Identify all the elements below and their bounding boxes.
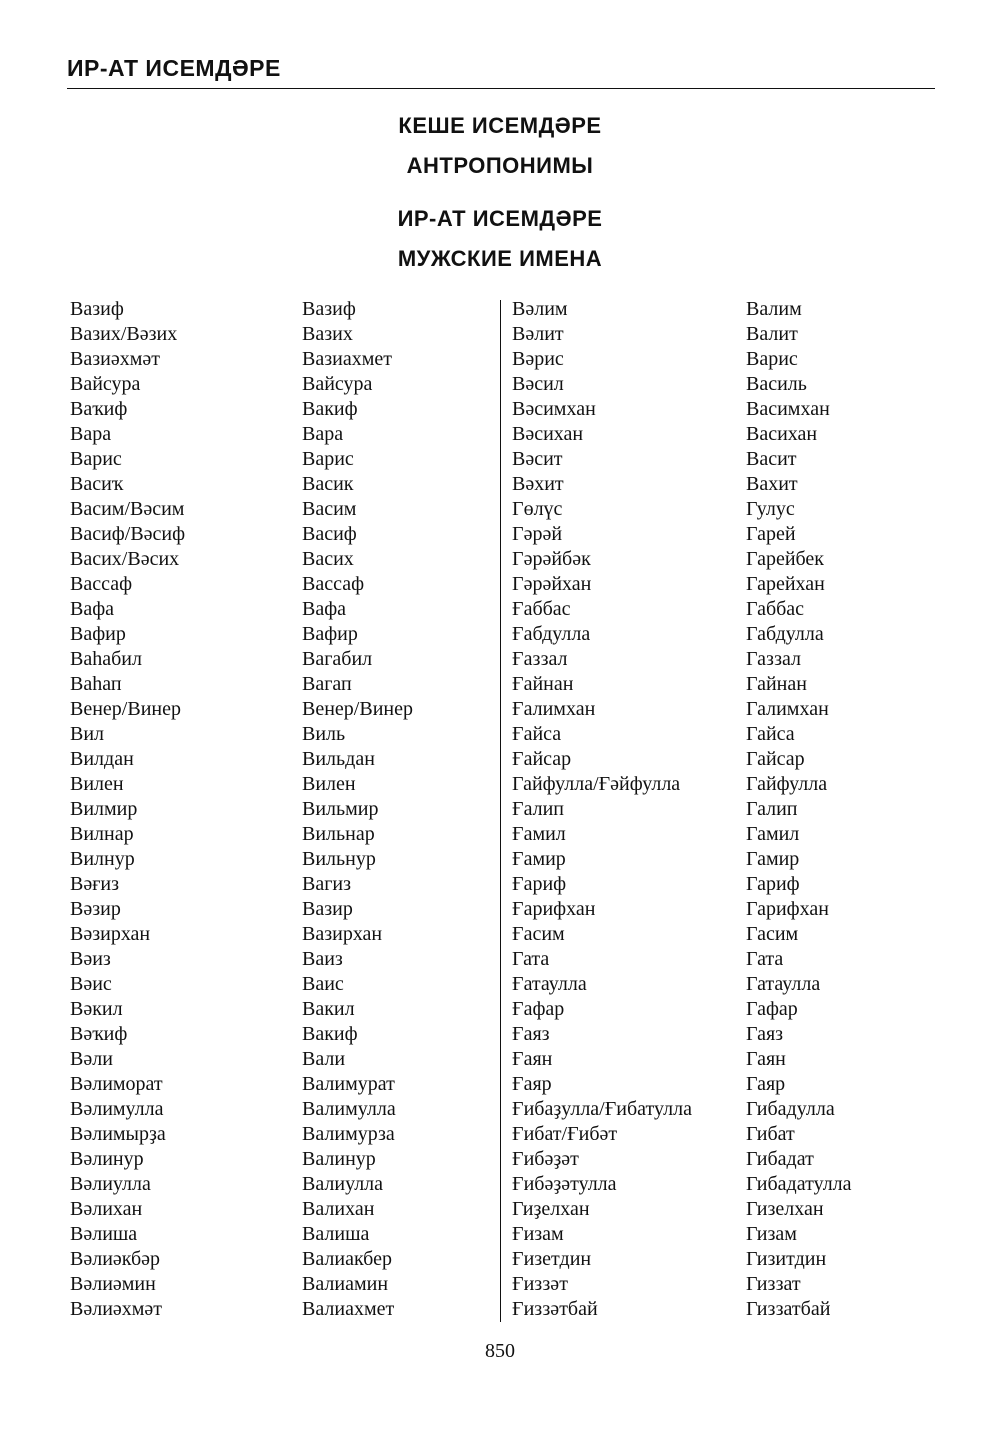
name-entry: Ғибәҙәт	[512, 1148, 579, 1170]
name-entry: Валим	[746, 298, 802, 320]
name-entry: Вахит	[746, 473, 798, 495]
name-entry: Ғаббас	[512, 598, 571, 620]
name-entry: Вафа	[70, 598, 115, 620]
name-entry: Вильмир	[302, 798, 379, 820]
name-entry: Гизелхан	[746, 1198, 824, 1220]
name-entry: Вәис	[70, 973, 112, 995]
name-entry: Вассаф	[302, 573, 365, 595]
name-entry: Васиҡ	[70, 473, 124, 495]
name-entry: Вәлиморат	[70, 1073, 163, 1095]
name-entry: Вил	[70, 723, 105, 745]
name-entry: Васиф/Вәсиф	[70, 523, 186, 545]
name-entry: Ғибат/Ғибәт	[512, 1123, 618, 1145]
name-entry: Вилен	[70, 773, 124, 795]
name-entry: Ғайнан	[512, 673, 574, 695]
name-entry: Ғизам	[512, 1223, 564, 1245]
name-entry: Ғариф	[512, 873, 567, 895]
name-entry: Ғаззал	[512, 648, 568, 670]
name-entry: Вильнар	[302, 823, 375, 845]
name-entry: Вәсимхан	[512, 398, 596, 420]
name-entry: Вәзир	[70, 898, 121, 920]
name-entry: Газзал	[746, 648, 802, 670]
name-entry: Василь	[746, 373, 807, 395]
name-entry: Вазих/Вәзих	[70, 323, 178, 345]
name-entry: Вайсура	[70, 373, 141, 395]
name-entry: Вәсил	[512, 373, 564, 395]
name-entry: Ғайсар	[512, 748, 572, 770]
name-entry: Гайсар	[746, 748, 805, 770]
name-entry: Васиф	[302, 523, 357, 545]
name-entry: Вакиф	[302, 1023, 358, 1045]
name-entry: Вилнур	[70, 848, 135, 870]
name-entry: Варис	[746, 348, 798, 370]
heading-male-names-russian: МУЖСКИЕ ИМЕНА	[397, 246, 603, 271]
name-entry: Гаян	[746, 1048, 786, 1070]
name-entry: Гибадатулла	[746, 1173, 852, 1195]
name-entry: Валинур	[302, 1148, 376, 1170]
name-entry: Валихан	[302, 1198, 375, 1220]
name-entry: Гата	[746, 948, 784, 970]
name-entry: Ғиззәт	[512, 1273, 568, 1295]
name-entry: Вилнар	[70, 823, 134, 845]
name-entry: Ғасим	[512, 923, 565, 945]
name-entry: Венер/Винер	[302, 698, 413, 720]
name-entry: Вазиахмет	[302, 348, 392, 370]
header-rule	[67, 88, 935, 89]
name-entry: Гөлүс	[512, 498, 563, 520]
name-entry: Гәрәй	[512, 523, 563, 545]
name-entry: Гиззатбай	[746, 1298, 831, 1320]
name-entry: Гарей	[746, 523, 796, 545]
name-entry: Гатаулла	[746, 973, 821, 995]
name-entry: Ваиз	[302, 948, 343, 970]
name-entry: Ғаяз	[512, 1023, 550, 1045]
name-entry: Вәлиәмин	[70, 1273, 156, 1295]
name-entry: Вазих	[302, 323, 353, 345]
name-entry: Гулус	[746, 498, 795, 520]
name-entry: Гарейбек	[746, 548, 825, 570]
column-right-bashkir	[512, 297, 692, 1322]
name-entry: Вәзирхан	[70, 923, 151, 945]
name-entry: Ғатаулла	[512, 973, 587, 995]
name-entry: Вәғиз	[70, 873, 120, 895]
name-entry: Вафир	[70, 623, 126, 645]
name-entry: Вазиәхмәт	[70, 348, 160, 370]
name-entry: Валиулла	[302, 1173, 384, 1195]
name-entry: Габдулла	[746, 623, 824, 645]
name-entry: Гарифхан	[746, 898, 829, 920]
name-entry: Вилен	[302, 773, 356, 795]
name-entry: Васих/Вәсих	[70, 548, 180, 570]
name-entry: Ғамир	[512, 848, 566, 870]
name-entry: Виль	[302, 723, 346, 745]
name-entry: Валимурза	[302, 1123, 395, 1145]
name-entry: Варис	[302, 448, 354, 470]
name-entry: Вагабил	[302, 648, 373, 670]
name-entry: Вәлиулла	[70, 1173, 151, 1195]
name-entry: Валиакбер	[302, 1248, 392, 1270]
name-entry: Ғамил	[512, 823, 566, 845]
name-entry: Гасим	[746, 923, 799, 945]
name-entry: Вазиф	[302, 298, 356, 320]
name-entry: Вәрис	[512, 348, 564, 370]
name-entry: Ғарифхан	[512, 898, 596, 920]
name-entry: Венер/Винер	[70, 698, 181, 720]
name-entry: Вазир	[302, 898, 353, 920]
name-entry: Гамир	[746, 848, 800, 870]
name-entry: Вафир	[302, 623, 358, 645]
name-entry: Гарейхан	[746, 573, 825, 595]
name-entry: Вәли	[70, 1048, 113, 1070]
name-entry: Валиахмет	[302, 1298, 395, 1320]
column-left-bashkir	[70, 297, 185, 1322]
name-entry: Вәлинур	[70, 1148, 144, 1170]
name-entry: Вильнур	[302, 848, 376, 870]
name-entry: Галип	[746, 798, 798, 820]
name-entry: Ваһабил	[70, 648, 142, 670]
heading-male-names-bashkir: ИР-АТ ИСЕМДӘРЕ	[397, 206, 603, 231]
name-entry: Вагиз	[302, 873, 352, 895]
name-entry: Гизам	[746, 1223, 797, 1245]
name-entry: Вафа	[302, 598, 347, 620]
name-entry: Вәлит	[512, 323, 564, 345]
page-number: 850	[485, 1340, 515, 1362]
name-entry: Гизитдин	[746, 1248, 827, 1270]
name-entry: Вәсит	[512, 448, 563, 470]
name-entry: Ваҡиф	[70, 398, 128, 420]
name-entry: Гиззат	[746, 1273, 801, 1295]
name-entry: Вакил	[302, 998, 355, 1020]
heading-anthroponyms: АНТРОПОНИМЫ	[406, 153, 594, 178]
name-entry: Васик	[302, 473, 354, 495]
name-entry: Васит	[746, 448, 797, 470]
name-entry: Гибадулла	[746, 1098, 835, 1120]
name-entry: Вильдан	[302, 748, 375, 770]
name-entry: Вара	[70, 423, 112, 445]
name-entry: Ғаяр	[512, 1073, 552, 1095]
name-entry: Ваһап	[70, 673, 122, 695]
column-right-russian	[746, 297, 852, 1322]
name-entry: Валимурат	[302, 1073, 395, 1095]
name-entry: Вайсура	[302, 373, 373, 395]
name-entry: Вәҡиф	[70, 1023, 128, 1045]
name-entry: Вәлим	[512, 298, 568, 320]
name-entry: Гайфулла	[746, 773, 828, 795]
name-entry: Валиша	[302, 1223, 370, 1245]
name-entry: Валит	[746, 323, 798, 345]
name-entry: Ғиззәтбай	[512, 1298, 598, 1320]
name-entry: Гайнан	[746, 673, 807, 695]
name-entry: Вазирхан	[302, 923, 383, 945]
name-entry: Вилдан	[70, 748, 134, 770]
heading-people-names: КЕШЕ ИСЕМДӘРЕ	[398, 113, 602, 138]
name-entry: Вәкил	[70, 998, 123, 1020]
name-entry: Валимулла	[302, 1098, 396, 1120]
name-entry: Гамил	[746, 823, 800, 845]
name-entry: Вазиф	[70, 298, 124, 320]
column-left-russian	[302, 297, 413, 1322]
column-divider	[500, 300, 501, 1322]
name-entry: Ғайса	[512, 723, 562, 745]
name-entry: Ғизетдин	[512, 1248, 592, 1270]
name-entry: Валиамин	[302, 1273, 389, 1295]
name-entry: Вилмир	[70, 798, 138, 820]
name-entry: Гаяз	[746, 1023, 784, 1045]
name-entry: Ғибәҙәтулла	[512, 1173, 617, 1195]
name-entry: Гибадат	[746, 1148, 814, 1170]
name-entry: Ғалип	[512, 798, 565, 820]
name-entry: Вәлиша	[70, 1223, 138, 1245]
name-entry: Гафар	[746, 998, 798, 1020]
name-entry: Васих	[302, 548, 354, 570]
name-entry: Гәрәйхан	[512, 573, 592, 595]
name-entry: Гайса	[746, 723, 795, 745]
name-entry: Вара	[302, 423, 344, 445]
name-entry: Васим	[302, 498, 357, 520]
name-entry: Ғибаҙулла/Ғибатулла	[512, 1098, 692, 1120]
name-entry: Гәрәйбәк	[512, 548, 591, 570]
name-entry: Вәлиәкбәр	[70, 1248, 161, 1270]
name-entry: Ғалимхан	[512, 698, 596, 720]
name-entry: Ғабдулла	[512, 623, 591, 645]
name-entry: Вәлихан	[70, 1198, 143, 1220]
name-entry: Вәхит	[512, 473, 564, 495]
name-entry: Ғаян	[512, 1048, 553, 1070]
name-entry: Вассаф	[70, 573, 133, 595]
name-entry: Ваис	[302, 973, 344, 995]
name-entry: Гата	[512, 948, 550, 970]
name-entry: Вагап	[302, 673, 352, 695]
name-entry: Гайфулла/Ғәйфулла	[512, 773, 681, 795]
name-entry: Вәиз	[70, 948, 111, 970]
name-entry: Гаяр	[746, 1073, 786, 1095]
name-entry: Гиҙелхан	[512, 1198, 590, 1220]
name-entry: Варис	[70, 448, 122, 470]
running-head: ИР-АТ ИСЕМДӘРЕ	[67, 55, 281, 81]
name-entry: Вәлиәхмәт	[70, 1298, 163, 1320]
name-entry: Вәлимырҙа	[70, 1123, 166, 1145]
name-entry: Гибат	[746, 1123, 795, 1145]
name-entry: Габбас	[746, 598, 805, 620]
name-entry: Васихан	[746, 423, 818, 445]
name-entry: Вәсихан	[512, 423, 584, 445]
name-entry: Ғафар	[512, 998, 565, 1020]
name-entry: Вакиф	[302, 398, 358, 420]
name-entry: Васимхан	[746, 398, 830, 420]
name-entry: Вали	[302, 1048, 346, 1070]
name-entry: Вәлимулла	[70, 1098, 164, 1120]
name-entry: Гариф	[746, 873, 800, 895]
name-entry: Васим/Вәсим	[70, 498, 185, 520]
name-entry: Галимхан	[746, 698, 829, 720]
